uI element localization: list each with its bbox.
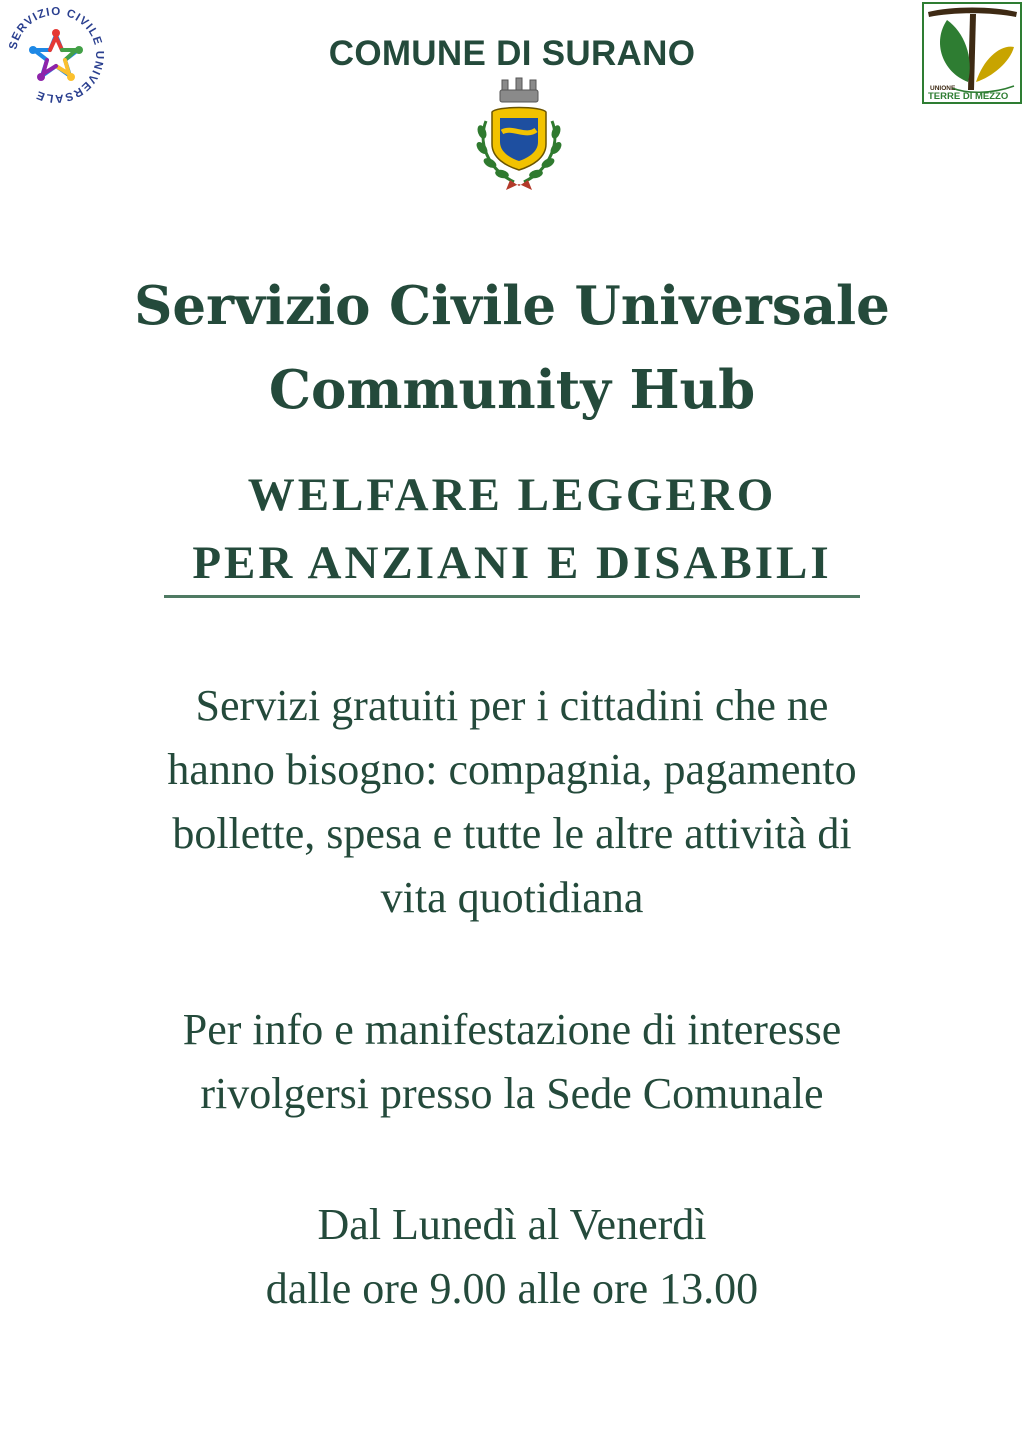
- org-name: COMUNE DI SURANO: [328, 34, 696, 73]
- title-line-1: Servizio Civile Universale: [134, 275, 890, 337]
- terre-di-mezzo-logo: [922, 2, 1022, 104]
- info-line-1: Per info e manifestazione di interesse: [182, 1005, 842, 1054]
- subtitle-underline: [164, 595, 860, 598]
- services-line-4: vita quotidiana: [380, 873, 644, 922]
- hours-line-1: Dal Lunedì al Venerdì: [317, 1200, 707, 1249]
- hours-line-2: dalle ore 9.00 alle ore 13.00: [265, 1264, 759, 1313]
- coat-of-arms-icon: [474, 76, 564, 196]
- logo-ring-text: SERVIZIO CIVILE UNIVERSALE: [7, 5, 106, 105]
- union-small-text: UNIONE: [930, 85, 956, 92]
- hours-paragraph: [30, 1193, 994, 1321]
- info-paragraph: [30, 998, 994, 1126]
- municipal-crest: [474, 76, 564, 196]
- services-line-3: bollette, spesa e tutte le altre attività di: [172, 809, 852, 858]
- info-line-2: rivolgersi presso la Sede Comunale: [200, 1069, 824, 1118]
- terre-di-mezzo-leaf-icon: [922, 2, 1022, 104]
- services-line-2: hanno bisogno: compagnia, pagamento: [167, 745, 857, 794]
- services-line-1: Servizi gratuiti per i cittadini che ne: [195, 681, 829, 730]
- services-paragraph: [30, 674, 994, 930]
- subtitle-line-2: PER ANZIANI E DISABILI: [192, 537, 832, 589]
- subtitle-line-1: WELFARE LEGGERO: [247, 469, 777, 521]
- title-line-2: Community Hub: [268, 359, 756, 421]
- union-name-text: TERRE DI MEZZO: [928, 91, 1009, 102]
